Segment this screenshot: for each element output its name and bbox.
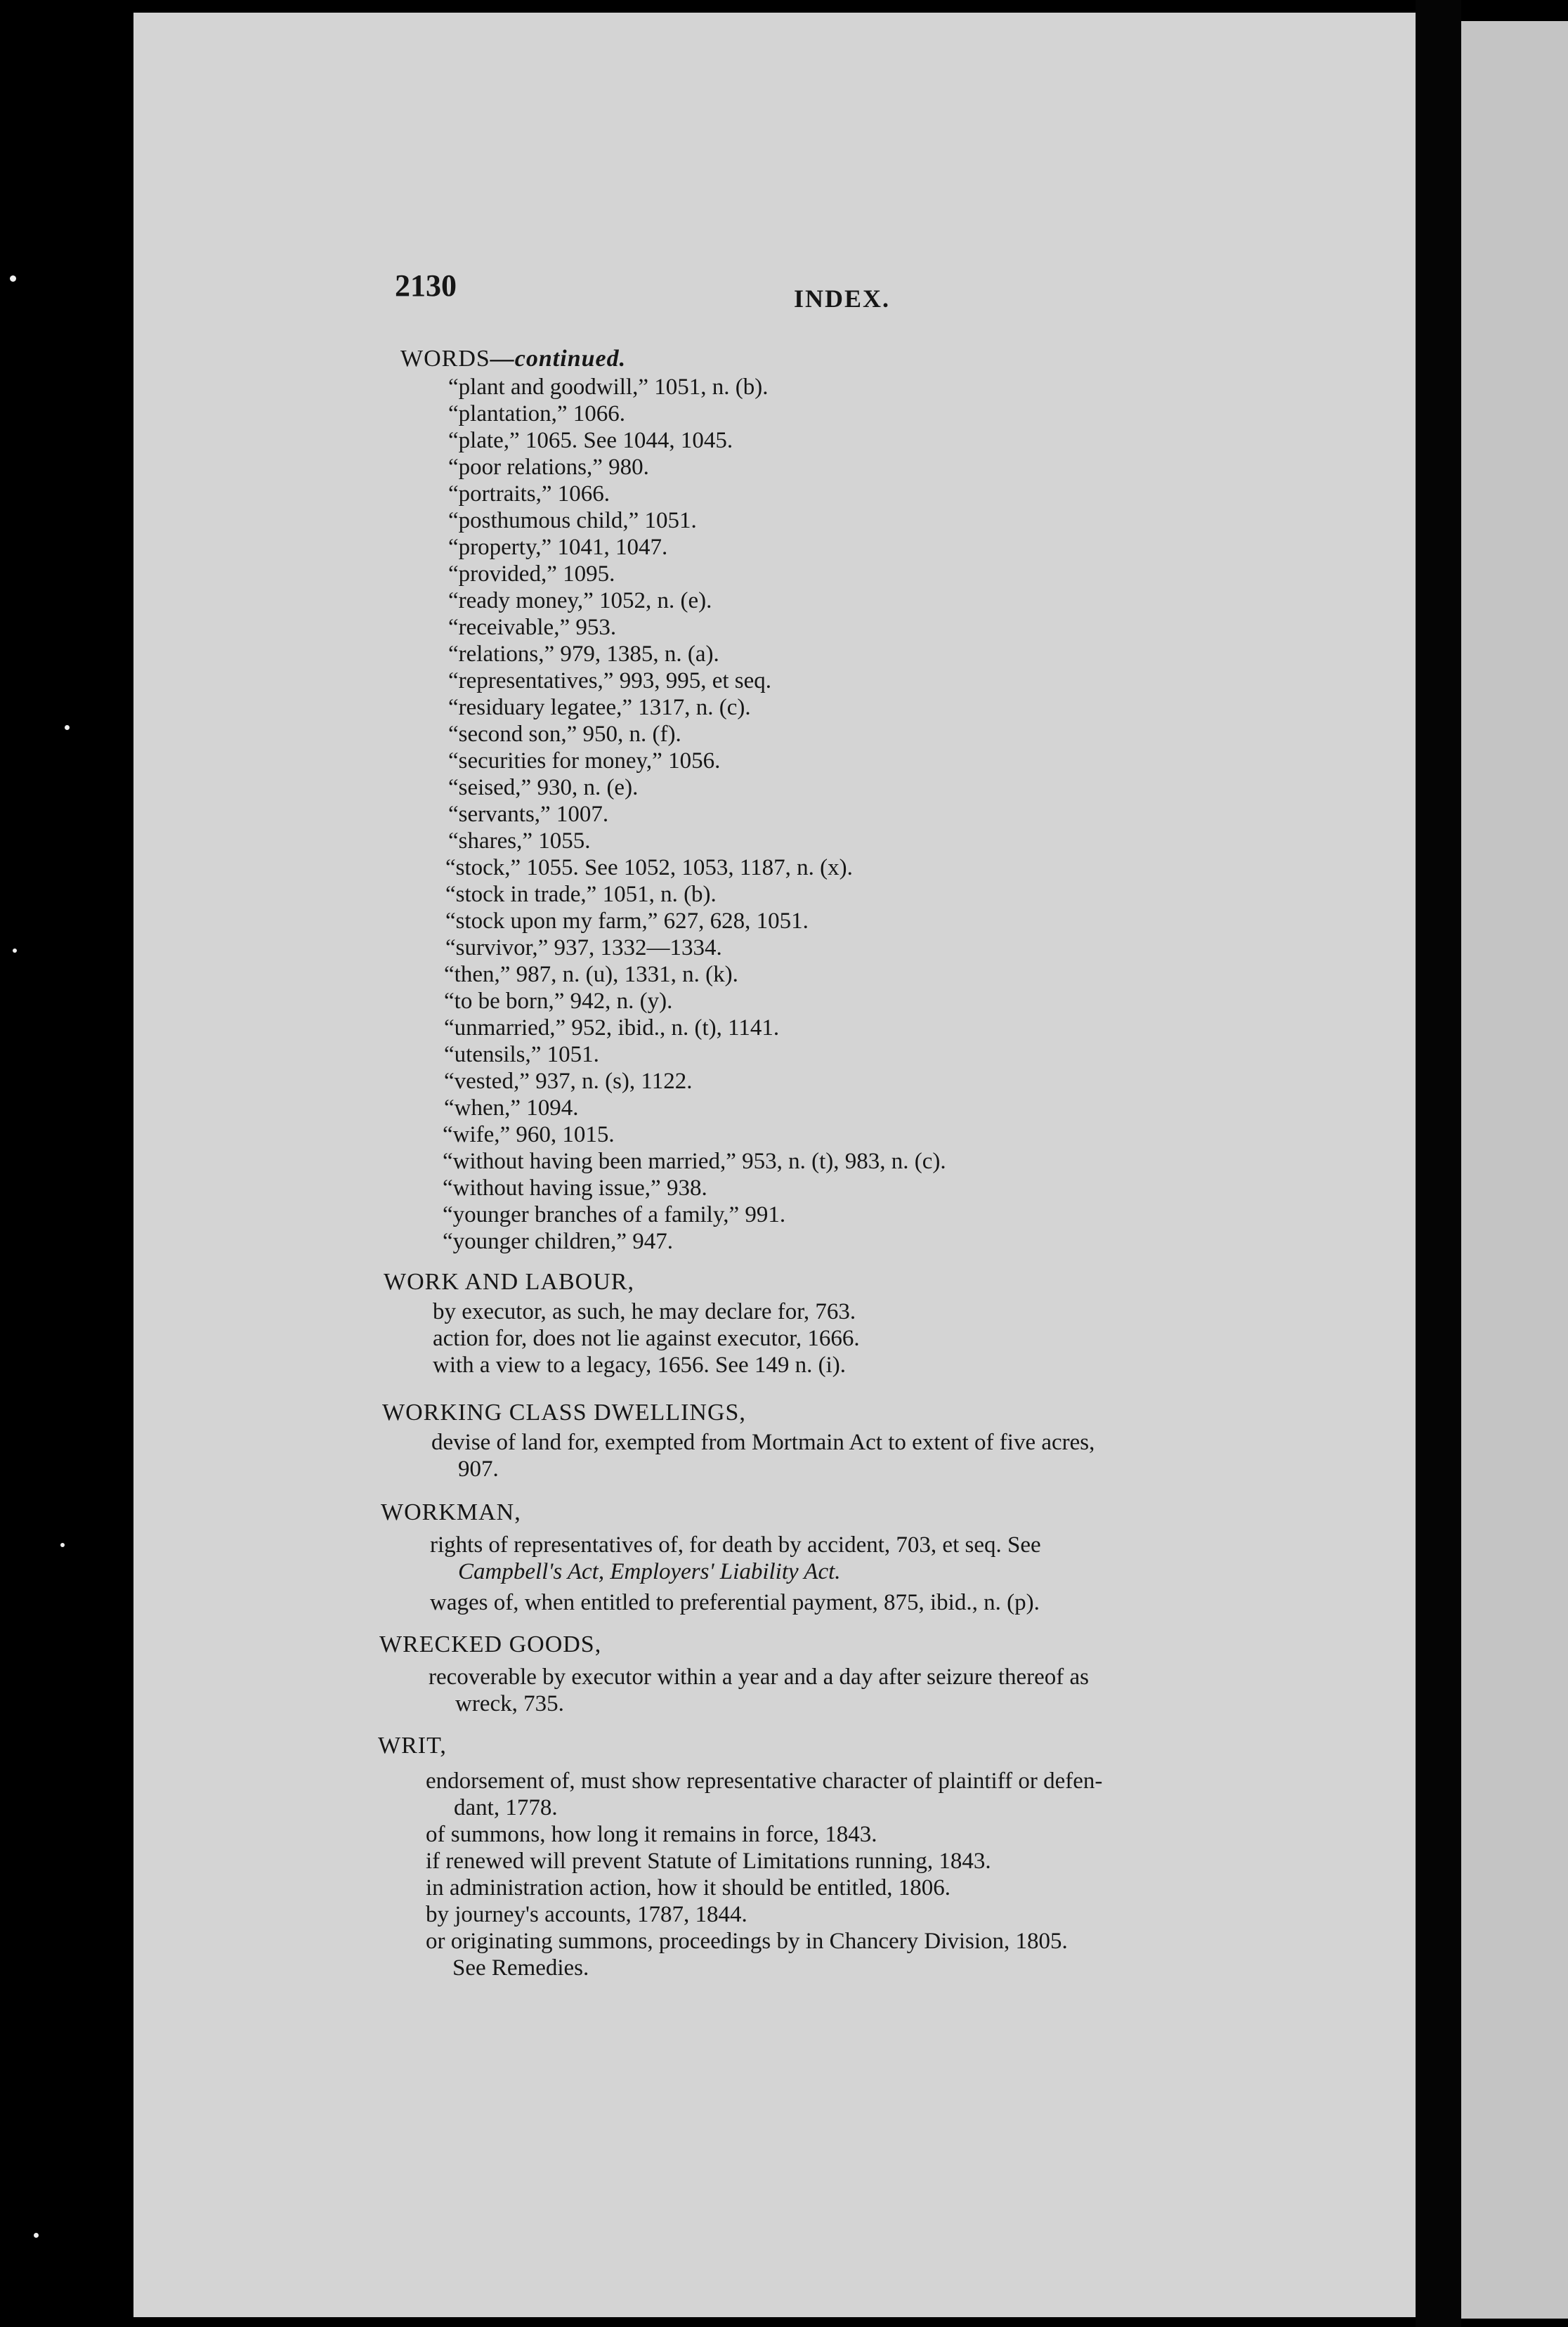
list-item: “without having issue,” 938. [443, 1175, 707, 1201]
list-item: “survivor,” 937, 1332—1334. [445, 935, 722, 960]
list-item: “seised,” 930, n. (e). [448, 775, 639, 800]
list-item: “wife,” 960, 1015. [443, 1122, 615, 1147]
list-item: “without having been married,” 953, n. (t), 983, n. (c). [443, 1149, 946, 1174]
list-item: “vested,” 937, n. (s), 1122. [444, 1069, 693, 1094]
entry-line: action for, does not lie against executor, 1666. [433, 1326, 860, 1351]
entry-line: wreck, 735. [455, 1691, 564, 1716]
list-item: “second son,” 950, n. (f). [448, 722, 681, 747]
entry-line: See Remedies. [452, 1955, 589, 1981]
list-item: “stock upon my farm,” 627, 628, 1051. [445, 908, 809, 934]
entry-line: if renewed will prevent Statute of Limitations running, 1843. [426, 1849, 991, 1874]
words-heading-label: WORDS [400, 346, 490, 372]
running-title: INDEX. [794, 285, 891, 313]
entry-line: wages of, when entitled to preferential payment, 875, ibid., n. (p). [430, 1590, 1040, 1615]
list-item: “property,” 1041, 1047. [448, 535, 668, 560]
entry-heading-workman: WORKMAN, [381, 1499, 521, 1525]
list-item: “shares,” 1055. [448, 828, 591, 854]
entry-heading-working-class-dwellings: WORKING CLASS DWELLINGS, [382, 1400, 746, 1426]
entry-line: of summons, how long it remains in force, 1843. [426, 1822, 877, 1847]
page-gutter [1416, 0, 1461, 2327]
list-item: “representatives,” 993, 995, et seq. [448, 668, 772, 693]
facing-page-edge [1461, 21, 1568, 2319]
list-item: “plantation,” 1066. [448, 401, 626, 426]
list-item: “stock,” 1055. See 1052, 1053, 1187, n. (x). [445, 855, 853, 880]
entry-line: dant, 1778. [454, 1795, 558, 1820]
list-item: “plant and goodwill,” 1051, n. (b). [448, 374, 769, 400]
dust-speck [34, 2233, 39, 2238]
page-number: 2130 [395, 268, 457, 303]
list-item: “to be born,” 942, n. (y). [444, 989, 673, 1014]
entry-line: or originating summons, proceedings by in Chancery Division, 1805. [426, 1929, 1068, 1954]
dust-speck [10, 275, 16, 282]
list-item: “provided,” 1095. [448, 561, 615, 587]
list-item: “younger branches of a family,” 991. [443, 1202, 786, 1227]
list-item: “posthumous child,” 1051. [448, 508, 697, 533]
entry-line: with a view to a legacy, 1656. See 149 n. (i). [433, 1352, 847, 1378]
list-item: “when,” 1094. [444, 1095, 579, 1121]
list-item: “portraits,” 1066. [448, 481, 610, 507]
list-item: “servants,” 1007. [448, 802, 609, 827]
entry-heading-work-and-labour: WORK AND LABOUR, [384, 1269, 634, 1295]
list-item: “unmarried,” 952, ibid., n. (t), 1141. [444, 1015, 780, 1041]
dust-speck [65, 725, 70, 730]
dust-speck [60, 1543, 65, 1547]
entry-heading-wrecked-goods: WRECKED GOODS, [379, 1631, 602, 1657]
list-item: “receivable,” 953. [448, 615, 617, 640]
entry-line: by executor, as such, he may declare for, 763. [433, 1299, 856, 1324]
list-item: “poor relations,” 980. [448, 455, 649, 480]
list-item: “relations,” 979, 1385, n. (a). [448, 641, 719, 667]
entry-line: by journey's accounts, 1787, 1844. [426, 1902, 747, 1927]
list-item: “utensils,” 1051. [444, 1042, 599, 1067]
list-item: “then,” 987, n. (u), 1331, n. (k). [444, 962, 738, 987]
list-item: “ready money,” 1052, n. (e). [448, 588, 712, 613]
entry-line: rights of representatives of, for death by accident, 703, et seq. See [430, 1532, 1041, 1558]
entry-line: 907. [458, 1456, 499, 1482]
entry-line: recoverable by executor within a year and a day after seizure thereof as [429, 1664, 1090, 1690]
list-item: “residuary legatee,” 1317, n. (c). [448, 695, 751, 720]
dust-speck [13, 949, 17, 953]
entry-heading-words [400, 346, 626, 372]
list-item: “stock in trade,” 1051, n. (b). [445, 882, 717, 907]
entry-line: in administration action, how it should be entitled, 1806. [426, 1875, 950, 1901]
entry-line: devise of land for, exempted from Mortmain Act to extent of five acres, [431, 1430, 1095, 1455]
list-item: “plate,” 1065. See 1044, 1045. [448, 428, 733, 453]
words-continued-label: —continued. [490, 346, 627, 372]
entry-line: Campbell's Act, Employers' Liability Act. [458, 1559, 841, 1584]
entry-heading-writ: WRIT, [378, 1733, 447, 1759]
list-item: “younger children,” 947. [443, 1229, 674, 1254]
list-item: “securities for money,” 1056. [448, 748, 721, 774]
entry-line: endorsement of, must show representative character of plaintiff or defen- [426, 1768, 1103, 1794]
